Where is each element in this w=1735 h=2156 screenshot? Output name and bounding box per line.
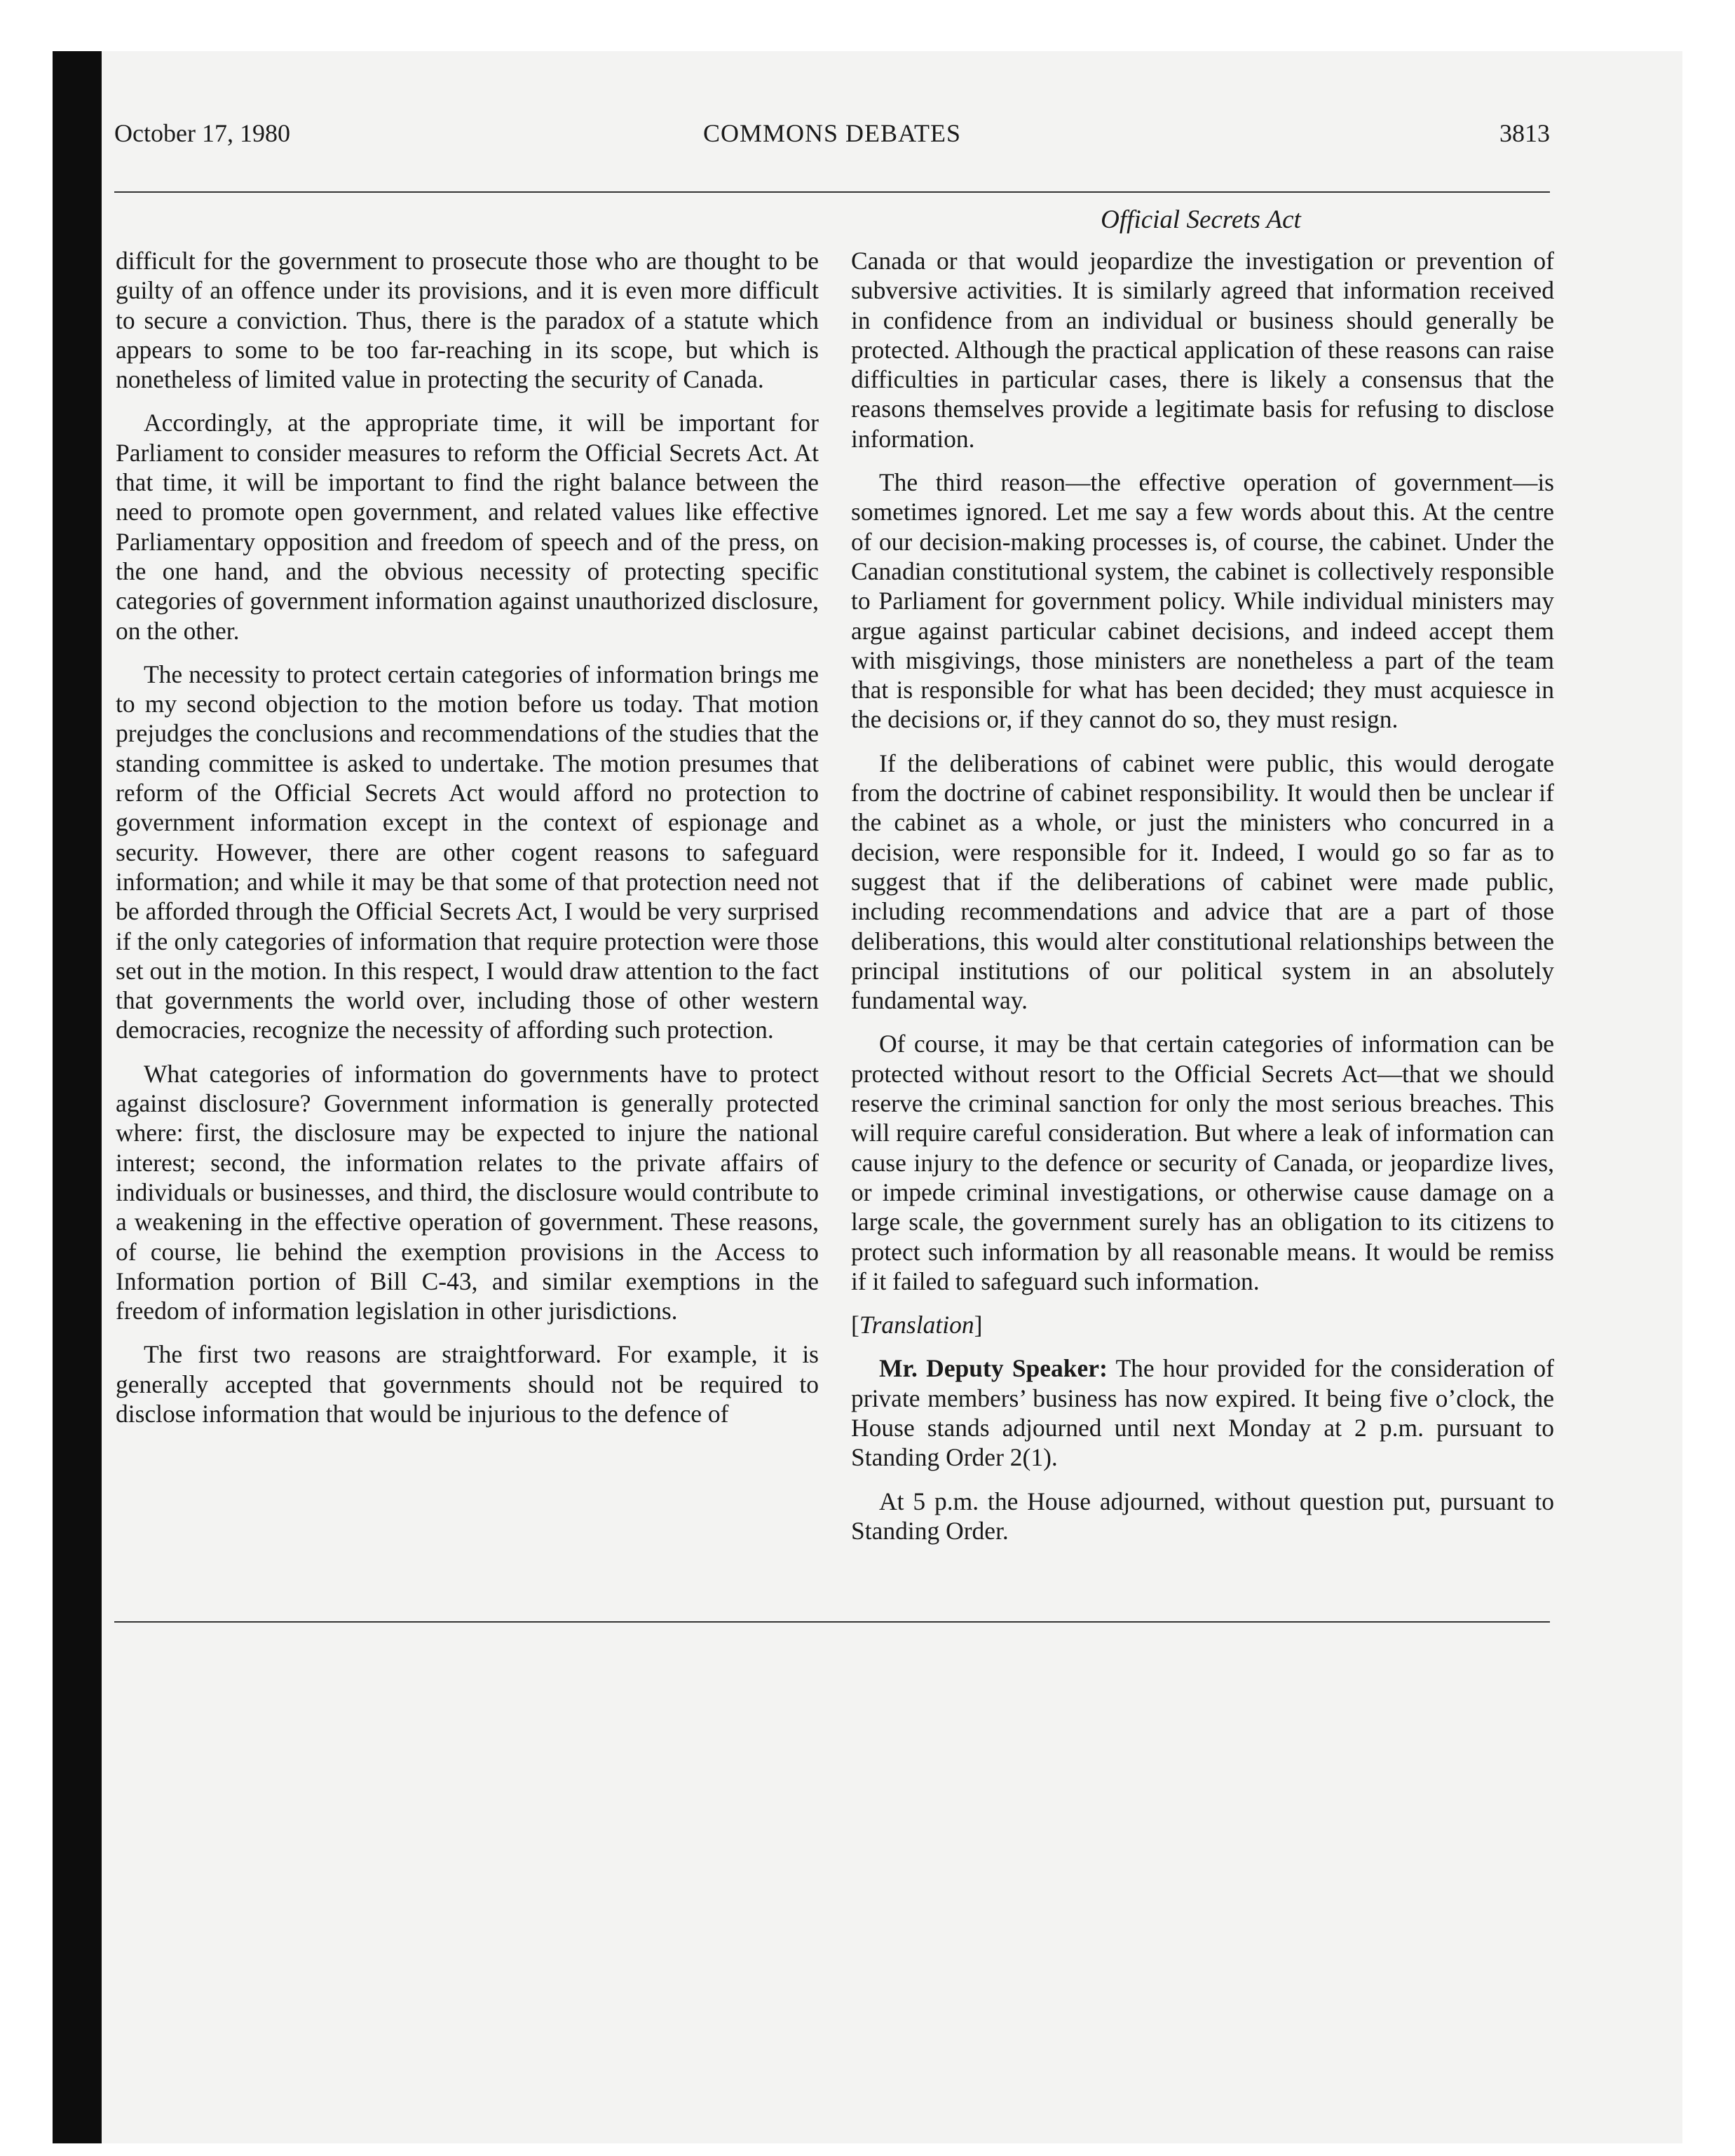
header-rule: [114, 191, 1550, 193]
paragraph: What categories of information do governments have to protect against disclosure? Government information is generally protected where: first, the disclosure may be expected to injure the national interest; second, the information relates to the private affairs of individuals or businesses, and third, the disclosure would contribute to a weakening in the effective operation of government. These reasons, of course, lie behind the exemption provisions in the Access to Information portion of Bill C-43, and similar exemptions in the freedom of information legislation in other jurisdictions.: [116, 1059, 819, 1325]
bracket-close: ]: [974, 1311, 983, 1339]
left-column: [116, 246, 819, 1442]
header-date: October 17, 1980: [114, 119, 290, 147]
right-column: [851, 246, 1554, 1560]
paragraph: difficult for the government to prosecute those who are thought to be guilty of an offence under its provisions, and it is even more difficult to secure a conviction. Thus, there is the paradox of a statute which appears to some to be too far-reaching in its scope, but which is nonetheless of limited value in protecting the security of Canada.: [116, 247, 819, 394]
speaker-text: The hour provided for the consideration of private members’ business has now expired. It being five o’clock, the House stands adjourned until next Monday at 2 p.m. pursuant to Standing Order 2(1).: [851, 1354, 1554, 1472]
paragraph: The third reason—the effective operation of government—is sometimes ignored. Let me say a few words about this. At the centre of our decision-making processes is, of course, the cabinet. Under the Canadian constitutional system, the cabinet is collectively responsible to Parliament for government policy. While individual ministers may argue against particular cabinet decisions, and indeed accept them with misgivings, those ministers are nonetheless a part of the team that is responsible for what has been decided; they must acquiesce in the decisions or, if they cannot do so, they must resign.: [851, 468, 1554, 734]
scan-edge-shadow: [53, 51, 102, 2143]
paragraph: The first two reasons are straightforward. For example, it is generally accepted that governments should not be required to disclose information that would be injurious to the defence of: [116, 1340, 819, 1428]
paragraph: Canada or that would jeopardize the investigation or prevention of subversive activities. It is similarly agreed that information received in confidence from an individual or business should generally be protected. Although the practical application of these reasons can raise difficulties in particular cases, there is likely a consensus that the reasons themselves provide a legitimate basis for refusing to disclose information.: [851, 247, 1554, 453]
header-publication: COMMONS DEBATES: [702, 119, 962, 147]
footer-rule: [114, 1621, 1550, 1623]
translation-tag: [851, 1310, 1554, 1339]
speaker-paragraph: [851, 1353, 1554, 1472]
translation-label: Translation: [859, 1311, 974, 1339]
speaker-name: Mr. Deputy Speaker:: [879, 1354, 1108, 1383]
paragraph: If the deliberations of cabinet were public, this would derogate from the doctrine of cabinet responsibility. It would then be unclear if the cabinet as a whole, or just the ministers who concurred in a decision, were responsible for it. Indeed, I would go so far as to suggest that if the deliberations of cabinet were made public, including recommendations and advice that are a part of those deliberations, this would alter constitutional relationships between the principal institutions of our political system in an absolutely fundamental way.: [851, 749, 1554, 1015]
paragraph: Accordingly, at the appropriate time, it will be important for Parliament to consider measures to reform the Official Secrets Act. At that time, it will be important to find the right balance between the need to promote open government, and related values like effective Parliamentary opposition and freedom of speech and of the press, on the one hand, and the obvious necessity of protecting specific categories of government information against unauthorized disclosure, on the other.: [116, 409, 819, 645]
paragraph: The necessity to protect certain categories of information brings me to my second objection to the motion before us today. That motion prejudges the conclusions and recommendations of the studies that the standing committee is asked to undertake. The motion presumes that reform of the Official Secrets Act would afford no protection to government information except in the context of espionage and security. However, there are other cogent reasons to safeguard information; and while it may be that some of that protection need not be afforded through the Official Secrets Act, I would be very surprised if the only categories of information that require protection were those set out in the motion. In this respect, I would draw attention to the fact that governments the world over, including those of other western democracies, recognize the necessity of affording such protection.: [116, 660, 819, 1044]
page-header: [114, 112, 1550, 154]
running-head: Official Secrets Act: [1101, 205, 1301, 234]
header-page-number: 3813: [1499, 119, 1550, 147]
paragraph: At 5 p.m. the House adjourned, without question put, pursuant to Standing Order.: [851, 1487, 1554, 1545]
paragraph: Of course, it may be that certain categories of information can be protected without resort to the Official Secrets Act—that we should reserve the criminal sanction for only the most serious breaches. This will require careful consideration. But where a leak of information can cause injury to the defence or security of Canada, or jeopardize lives, or impede criminal investigations, or otherwise cause damage on a large scale, the government surely has an obligation to its citizens to protect such information by all reasonable means. It would be remiss if it failed to safeguard such information.: [851, 1030, 1554, 1295]
bracket-open: [: [851, 1311, 859, 1339]
